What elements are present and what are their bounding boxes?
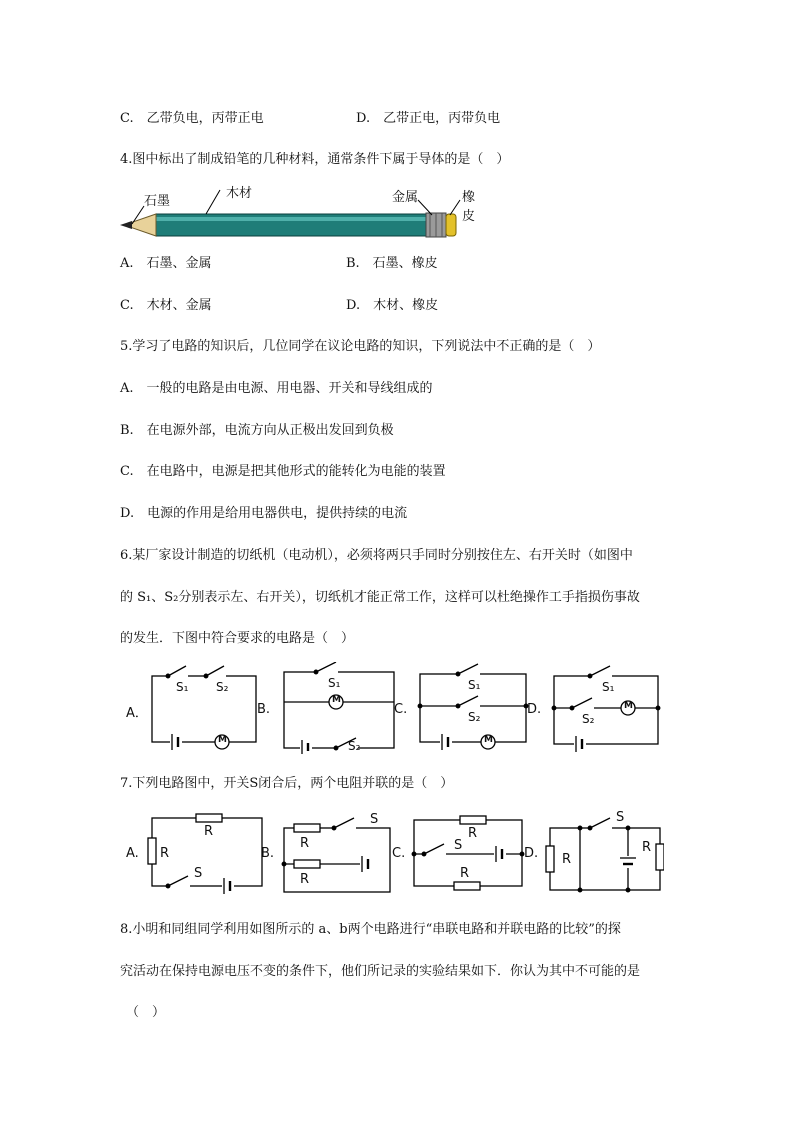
q8-stem-line1: 8.小明和同组同学利用如图所示的 a、b两个电路进行“串联电路和并联电路的比较”的探 <box>120 922 621 937</box>
label-rubber: 橡皮 <box>462 190 476 224</box>
b-s1-label: S₁ <box>328 676 341 690</box>
q5-option-b: B. 在电源外部，电流方向从正极出发回到负极 <box>120 423 394 438</box>
q5-option-c: C. 在电路中，电源是把其他形式的能转化为电能的装置 <box>120 464 446 479</box>
a-s1-label: S₁ <box>176 680 189 694</box>
q5-option-a: A. 一般的电路是由电源、用电器、开关和导线组成的 <box>120 381 433 396</box>
b-s2-label: S₂ <box>348 739 361 753</box>
c-r-bottom-label: R <box>460 866 470 881</box>
q7-label-c: C. <box>392 846 406 861</box>
q7-label-d: D. <box>524 846 539 861</box>
q8-stem-line2: 究活动在保持电源电压不变的条件下，他们所记录的实验结果如下．你认为其中不可能的是 <box>120 964 641 979</box>
b-r-top-label: R <box>300 836 310 851</box>
q6-label-a: A． <box>126 706 148 721</box>
d-s2-label: S₂ <box>582 712 595 726</box>
d-motor-icon: M <box>624 701 633 711</box>
d-r-left-label: R <box>562 852 572 867</box>
c-motor-icon: M <box>484 735 493 745</box>
a-r-top-label: R <box>204 824 214 839</box>
a-s-label: S <box>194 866 203 881</box>
b-s-label: S <box>370 812 379 827</box>
q6-circuit-a <box>152 666 256 750</box>
q6-circuit-c <box>418 664 528 750</box>
q4-option-c: C. 木材、金属 <box>120 298 212 313</box>
q7-label-a: A. <box>126 846 139 861</box>
pencil-figure <box>118 182 478 242</box>
d-r-right-label: R <box>642 840 652 855</box>
label-graphite: 石墨 <box>144 194 171 209</box>
label-metal: 金属 <box>392 190 419 205</box>
c-r-top-label: R <box>468 826 478 841</box>
a-s2-label: S₂ <box>216 680 229 694</box>
q6-stem-line3: 的发生．下图中符合要求的电路是（ ） <box>120 631 355 646</box>
q6-stem-line2: 的 S₁、S₂分别表示左、右开关），切纸机才能正常工作，这样可以杜绝操作工手指损伤事故 <box>120 590 640 605</box>
b-motor-icon: M <box>332 695 341 705</box>
q4-option-a: A. 石墨、金属 <box>120 256 212 271</box>
q7-circuit-b <box>282 818 390 892</box>
q6-label-d: D. <box>527 702 542 717</box>
q6-label-c: C. <box>394 702 408 717</box>
q7-circuits <box>124 808 664 900</box>
q6-circuit-d <box>552 666 660 752</box>
d-s-label: S <box>616 810 625 825</box>
q6-stem-line1: 6.某厂家设计制造的切纸机（电动机），必须将两只手同时分别按住左、右开关时（如图中 <box>120 548 633 563</box>
q7-stem: 7.下列电路图中，开关S闭合后，两个电阻并联的是（ ） <box>120 776 454 791</box>
c-s-label: S <box>454 838 463 853</box>
q6-label-b: B. <box>257 702 271 717</box>
q5-option-d: D. 电源的作用是给用电器供电，提供持续的电流 <box>120 506 408 521</box>
q4-option-b: B. 石墨、橡皮 <box>346 256 438 271</box>
q8-stem-line3: （ ） <box>126 1005 166 1020</box>
q3-option-d: D. 乙带正电，丙带负电 <box>356 111 501 126</box>
a-motor-icon: M <box>218 735 227 745</box>
q6-circuits <box>124 662 664 754</box>
q4-stem: 4.图中标出了制成铅笔的几种材料，通常条件下属于导体的是（ ） <box>120 152 510 167</box>
q5-stem: 5.学习了电路的知识后，几位同学在议论电路的知识，下列说法中不正确的是（ ） <box>120 339 601 354</box>
d-s1-label: S₁ <box>602 680 615 694</box>
label-wood: 木材 <box>226 186 253 201</box>
q4-option-d: D. 木材、橡皮 <box>346 298 439 313</box>
c-s1-label: S₁ <box>468 678 481 692</box>
q3-option-c: C. 乙带负电，丙带正电 <box>120 111 264 126</box>
a-r-left-label: R <box>160 846 170 861</box>
c-s2-label: S₂ <box>468 710 481 724</box>
q7-label-b: B. <box>261 846 275 861</box>
b-r-bottom-label: R <box>300 872 310 887</box>
